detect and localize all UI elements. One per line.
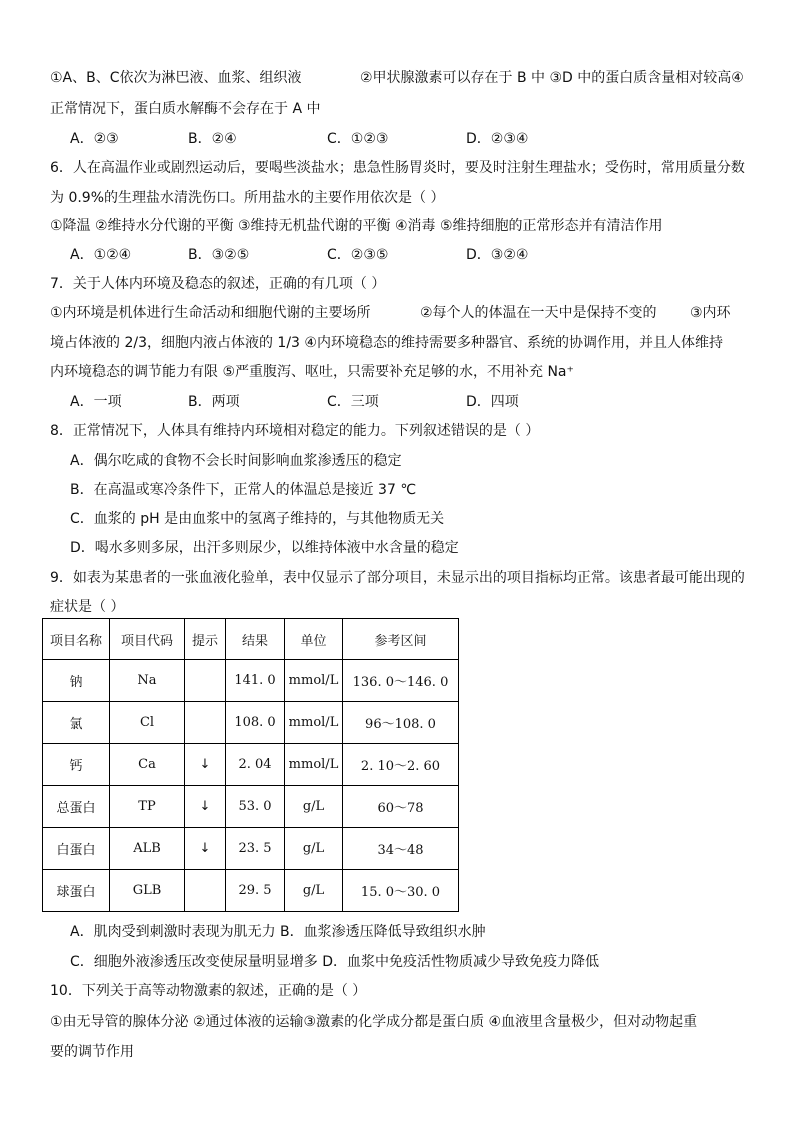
header-reference-range: 参考区间 [343,619,459,660]
cell-unit: mmol/L [285,660,343,702]
q6-statements: ①降温 ②维持水分代谢的平衡 ③维持无机盐代谢的平衡 ④消毒 ⑤维持细胞的正常形态并有清洁作用 [50,218,663,234]
cell-item-code: Na [110,660,185,702]
q5-statement-1: ①A、B、C依次为淋巴液、血浆、组织液 [50,70,302,86]
q8-option-d: D．喝水多则多尿，出汗多则尿少，以维持体液中水含量的稳定 [70,540,459,556]
cell-hint: ↓ [185,828,226,870]
q8-stem: 8．正常情况下，人体具有维持内环境相对稳定的能力。下列叙述错误的是（ ） [50,423,540,439]
table-header-row [43,619,459,660]
cell-result: 108. 0 [226,702,285,744]
q7-statement-line-4: 内环境稳态的调节能力有限 ⑤严重腹泻、呕吐，只需要补充足够的水，不用补充 Na⁺ [50,364,574,380]
header-result: 结果 [226,619,285,660]
header-hint: 提示 [185,619,226,660]
cell-unit: g/L [285,786,343,828]
cell-hint: ↓ [185,786,226,828]
blood-test-table [42,618,459,912]
q8-option-b: B．在高温或寒冷条件下，正常人的体温总是接近 37 ℃ [70,482,417,498]
cell-result: 29. 5 [226,870,285,912]
header-item-code: 项目代码 [110,619,185,660]
q7-option-b: B．两项 [188,394,240,410]
q6-option-a: A．①②④ [70,247,132,263]
cell-item-code: Ca [110,744,185,786]
cell-reference-range: 15. 0～30. 0 [343,870,459,912]
cell-item-name: 钠 [43,660,110,702]
q6-option-c: C．②③⑤ [327,247,389,263]
q8-option-a: A．偶尔吃咸的食物不会长时间影响血浆渗透压的稳定 [70,453,402,469]
q9-stem-line-2: 症状是（ ） [50,599,125,615]
q6-stem-line-1: 6．人在高温作业或剧烈运动后，要喝些淡盐水；患急性肠胃炎时，要及时注射生理盐水；受伤时，常用质量分数 [50,160,745,176]
cell-item-code: ALB [110,828,185,870]
table-row [43,744,459,786]
cell-reference-range: 96～108. 0 [343,702,459,744]
cell-item-name: 钙 [43,744,110,786]
q5-statement-cont: 正常情况下，蛋白质水解酶不会存在于 A 中 [50,101,321,117]
cell-item-code: GLB [110,870,185,912]
q9-options-ab: A．肌肉受到刺激时表现为肌无力 B．血浆渗透压降低导致组织水肿 [70,924,486,940]
cell-reference-range: 34～48 [343,828,459,870]
q10-stem: 10．下列关于高等动物激素的叙述，正确的是（ ） [50,983,367,999]
q5-statement-2: ②甲状腺激素可以存在于 B 中 ③D 中的蛋白质含量相对较高④ [360,70,744,86]
header-item-name: 项目名称 [43,619,110,660]
cell-item-name: 球蛋白 [43,870,110,912]
q7-option-a: A．一项 [70,394,122,410]
cell-result: 53. 0 [226,786,285,828]
cell-result: 23. 5 [226,828,285,870]
q9-options-cd: C．细胞外液渗透压改变使尿量明显增多 D．血浆中免疫活性物质减少导致免疫力降低 [70,954,600,970]
table-row [43,660,459,702]
cell-result: 141. 0 [226,660,285,702]
q7-option-c: C．三项 [327,394,379,410]
table-row [43,870,459,912]
q5-option-c: C．①②③ [327,131,389,147]
q8-option-c: C．血浆的 pH 是由血浆中的氢离子维持的，与其他物质无关 [70,511,445,527]
q5-option-a: A．②③ [70,131,119,147]
q7-stem: 7．关于人体内环境及稳态的叙述，正确的有几项（ ） [50,276,386,292]
q9-stem-line-1: 9．如表为某患者的一张血液化验单，表中仅显示了部分项目，未显示出的项目指标均正常。该患者最可能出现的 [50,570,745,586]
table-row [43,828,459,870]
table-row [43,702,459,744]
q10-statement-line-2: 要的调节作用 [50,1044,134,1060]
cell-unit: g/L [285,828,343,870]
cell-hint [185,702,226,744]
cell-item-name: 总蛋白 [43,786,110,828]
cell-reference-range: 2. 10～2. 60 [343,744,459,786]
cell-reference-range: 60～78 [343,786,459,828]
q10-statement-line-1: ①由无导管的腺体分泌 ②通过体液的运输③激素的化学成分都是蛋白质 ④血液里含量极少，但对动物起重 [50,1014,698,1030]
cell-result: 2. 04 [226,744,285,786]
table-row [43,786,459,828]
q5-option-b: B．②④ [188,131,237,147]
cell-hint [185,870,226,912]
q6-option-d: D．③②④ [466,247,529,263]
q6-option-b: B．③②⑤ [188,247,250,263]
q5-option-d: D．②③④ [466,131,529,147]
q7-statement-line-3: 境占体液的 2/3，细胞内液占体液的 1/3 ④内环境稳态的维持需要多种器官、系统的协调作用，并且人体维持 [50,335,723,351]
cell-unit: mmol/L [285,744,343,786]
cell-reference-range: 136. 0～146. 0 [343,660,459,702]
cell-unit: mmol/L [285,702,343,744]
q6-stem-line-2: 为 0.9%的生理盐水清洗伤口。所用盐水的主要作用依次是（ ） [50,190,445,206]
cell-hint [185,660,226,702]
q7-statement-2: ②每个人的体温在一天中是保持不变的 [420,305,657,321]
q7-statement-3-start: ③内环 [690,305,731,321]
cell-item-code: TP [110,786,185,828]
cell-item-name: 氯 [43,702,110,744]
header-unit: 单位 [285,619,343,660]
q7-option-d: D．四项 [466,394,519,410]
cell-hint: ↓ [185,744,226,786]
cell-item-code: Cl [110,702,185,744]
q7-statement-1: ①内环境是机体进行生命活动和细胞代谢的主要场所 [50,305,371,321]
cell-item-name: 白蛋白 [43,828,110,870]
cell-unit: g/L [285,870,343,912]
